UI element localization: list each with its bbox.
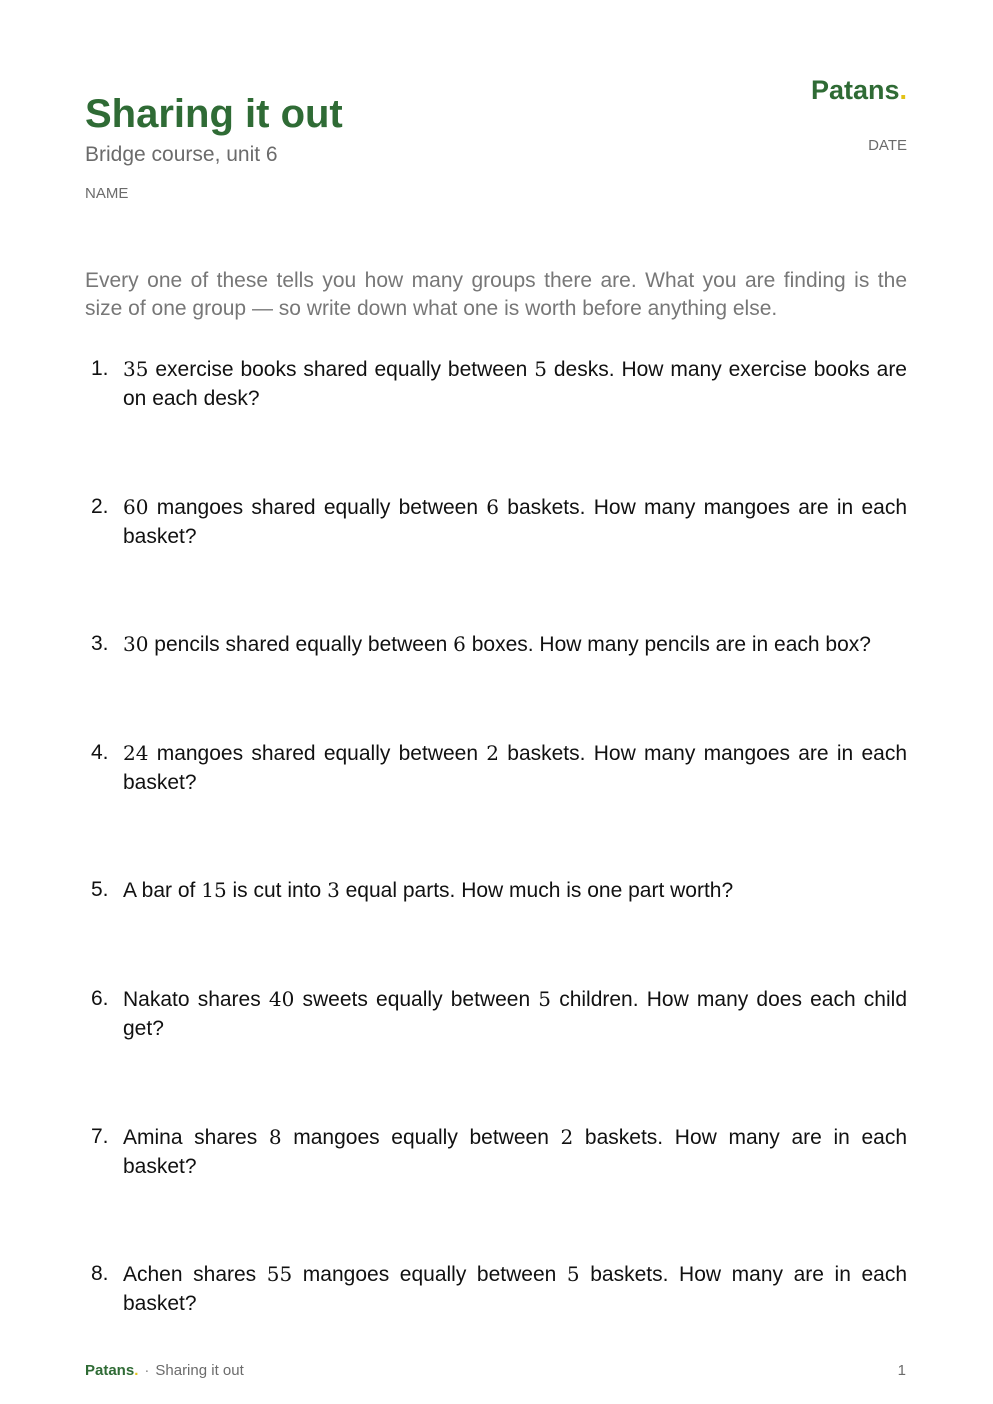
question-number: 6. (91, 987, 109, 1010)
question-quantity: 40 (268, 987, 295, 1011)
question-quantity: 24 (123, 741, 149, 765)
footer-brand (85, 1362, 138, 1379)
question-quantity: 15 (201, 878, 227, 902)
question-quantity: 60 (123, 495, 149, 519)
footer-doc-title: Sharing it out (155, 1362, 244, 1379)
question-quantity: 35 (123, 357, 149, 381)
question-number: 2. (91, 495, 109, 518)
question-text (123, 630, 907, 660)
question-text-part: is cut into (226, 879, 328, 902)
question-number: 3. (91, 632, 109, 655)
question-text (123, 493, 907, 551)
question-text-part: mangoes equally between (281, 1126, 561, 1149)
question-text-part: Nakato shares (123, 988, 269, 1011)
question-groups: 5 (566, 1262, 580, 1286)
page-footer (85, 1362, 244, 1380)
question-text (123, 1123, 907, 1181)
question-text-part: equal parts. How much is one part worth? (339, 879, 734, 902)
question-text (123, 985, 907, 1043)
question-text-part: baskets. How many are in each basket? (123, 1126, 907, 1178)
question-number: 8. (91, 1262, 109, 1285)
question-text-part: A bar of (123, 879, 202, 902)
question-groups: 6 (486, 495, 500, 519)
brand-dot: . (899, 75, 907, 105)
page-subtitle: Bridge course, unit 6 (85, 143, 278, 166)
question-item-1 (85, 355, 907, 413)
question-number: 4. (91, 741, 109, 764)
question-text-part: baskets. How many mangoes are in each basket? (123, 742, 907, 794)
question-item-3 (85, 630, 907, 660)
brand-logo (811, 74, 907, 106)
question-item-4 (85, 739, 907, 797)
question-quantity: 8 (268, 1125, 282, 1149)
question-item-2 (85, 493, 907, 551)
page-number: 1 (897, 1362, 906, 1379)
question-quantity: 30 (123, 632, 149, 656)
question-text-part: mangoes shared equally between (148, 742, 487, 765)
brand-name: Patans (810, 75, 900, 105)
question-number: 5. (91, 878, 109, 901)
question-item-5 (85, 876, 907, 906)
intro-paragraph: Every one of these tells you how many groups there are. What you are finding is the size of one group — so write down what one is worth before anything else. (85, 269, 907, 320)
question-text (123, 355, 907, 413)
question-text-part: sweets equally between (294, 988, 539, 1011)
question-text-part: mangoes shared equally between (148, 496, 487, 519)
question-number: 7. (91, 1125, 109, 1148)
question-groups: 5 (538, 987, 552, 1011)
question-text (123, 1260, 907, 1318)
footer-separator: · (144, 1362, 150, 1379)
question-text (123, 876, 907, 906)
name-label: NAME (85, 185, 129, 202)
question-groups: 2 (486, 741, 500, 765)
question-groups: 3 (327, 878, 340, 902)
question-text-part: desks. How many exercise books are on each desk? (123, 358, 907, 410)
question-text-part: boxes. How many pencils are in each box? (465, 633, 871, 656)
question-groups: 5 (534, 357, 547, 381)
question-quantity: 55 (266, 1262, 293, 1286)
question-text (123, 739, 907, 797)
question-text-part: Achen shares (123, 1263, 267, 1286)
question-text-part: baskets. How many are in each basket? (123, 1263, 908, 1315)
question-text-part: exercise books shared equally between (148, 358, 535, 381)
question-groups: 2 (560, 1125, 574, 1149)
question-text-part: children. How many does each child get? (123, 988, 907, 1040)
footer-brand-name: Patans (85, 1362, 135, 1379)
question-item-7 (85, 1123, 907, 1181)
question-number: 1. (91, 357, 109, 380)
question-text-part: mangoes equally between (292, 1263, 567, 1286)
question-text-part: pencils shared equally between (148, 633, 454, 656)
question-item-8 (85, 1260, 907, 1318)
question-groups: 6 (453, 632, 466, 656)
question-text-part: baskets. How many mangoes are in each basket? (123, 496, 907, 548)
footer-brand-dot: . (134, 1362, 139, 1379)
question-text-part: Amina shares (123, 1126, 269, 1149)
date-label: DATE (868, 137, 907, 154)
page-title: Sharing it out (85, 92, 343, 136)
question-item-6 (85, 985, 907, 1043)
